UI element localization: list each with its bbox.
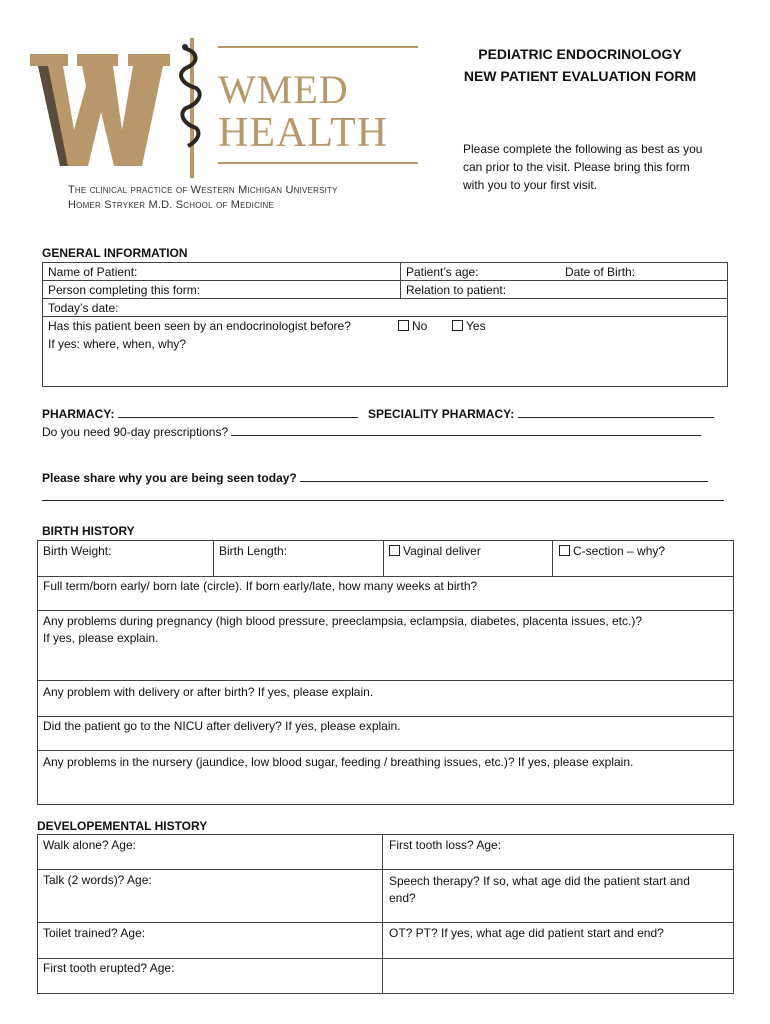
tagline-line2: Homer Stryker M.D. School of Medicine xyxy=(68,199,274,211)
brand-top-rule xyxy=(218,46,418,48)
reason-field[interactable] xyxy=(42,471,708,485)
c-section-label: C-section – why? xyxy=(573,544,666,558)
checkbox-icon[interactable] xyxy=(559,545,570,556)
checkbox-icon[interactable] xyxy=(398,320,409,331)
divider xyxy=(400,262,401,298)
speech-therapy-field[interactable]: Speech therapy? If so, what age did the patient start and end? xyxy=(389,874,690,905)
divider xyxy=(37,750,734,751)
pharmacy-label: PHARMACY: xyxy=(42,407,115,421)
patient-name-field[interactable]: Name of Patient: xyxy=(48,265,138,279)
wmed-w-logo xyxy=(30,46,170,168)
ninety-day-blank[interactable] xyxy=(231,425,701,436)
tagline-line1: The clinical practice of Western Michigan University xyxy=(68,184,338,196)
intro-line3: with you to your first visit. xyxy=(463,178,598,192)
intro-line1: Please complete the following as best as you xyxy=(463,142,703,156)
divider xyxy=(382,834,383,994)
birth-weight-field[interactable]: Birth Weight: xyxy=(43,544,112,558)
divider xyxy=(42,298,728,299)
ot-pt-field[interactable]: OT? PT? If yes, what age did patient start and end? xyxy=(389,926,664,940)
talk-field[interactable]: Talk (2 words)? Age: xyxy=(43,873,152,887)
if-yes-where-field[interactable]: If yes: where, when, why? xyxy=(48,337,187,351)
checkbox-icon[interactable] xyxy=(452,320,463,331)
pharmacy-field[interactable] xyxy=(42,407,358,421)
specialty-pharmacy-blank[interactable] xyxy=(518,407,714,418)
pharmacy-blank[interactable] xyxy=(118,407,358,418)
brand-wmed: WMED xyxy=(218,67,349,112)
divider xyxy=(37,680,734,681)
todays-date-field[interactable]: Today’s date: xyxy=(48,301,119,315)
seen-yes-checkbox[interactable] xyxy=(452,319,486,333)
tooth-loss-field[interactable]: First tooth loss? Age: xyxy=(389,838,502,852)
relation-field[interactable]: Relation to patient: xyxy=(406,283,507,297)
pregnancy-explain: If yes, please explain. xyxy=(43,631,159,645)
pregnancy-problems-field[interactable]: Any problems during pregnancy (high blood pressure, preeclampsia, eclampsia, diabetes, placenta issues, etc.)? xyxy=(43,614,642,628)
patient-age-field[interactable]: Patient’s age: xyxy=(406,265,479,279)
birth-history-heading: BIRTH HISTORY xyxy=(42,524,135,538)
c-section-checkbox[interactable] xyxy=(559,544,665,558)
vaginal-delivery-checkbox[interactable] xyxy=(389,544,481,558)
walk-alone-field[interactable]: Walk alone? Age: xyxy=(43,838,136,852)
checkbox-icon[interactable] xyxy=(389,545,400,556)
brand-health: HEALTH xyxy=(218,110,389,156)
seen-endo-question: Has this patient been seen by an endocrinologist before? xyxy=(48,319,351,333)
reason-label: Please share why you are being seen today? xyxy=(42,471,297,485)
yes-label: Yes xyxy=(466,319,486,333)
divider xyxy=(37,716,734,717)
divider xyxy=(37,869,734,870)
development-heading: DEVELOPEMENTAL HISTORY xyxy=(37,819,208,833)
tooth-erupted-field[interactable]: First tooth erupted? Age: xyxy=(43,961,175,975)
divider xyxy=(42,280,728,281)
nicu-field[interactable]: Did the patient go to the NICU after delivery? If yes, please explain. xyxy=(43,719,401,733)
person-completing-field[interactable]: Person completing this form: xyxy=(48,283,201,297)
intro-text xyxy=(463,140,743,194)
reason-blank[interactable] xyxy=(300,471,708,482)
divider xyxy=(37,576,734,577)
general-info-heading: GENERAL INFORMATION xyxy=(42,246,188,260)
specialty-pharmacy-field[interactable] xyxy=(368,407,714,421)
brand-bottom-rule xyxy=(218,162,418,164)
vaginal-label: Vaginal deliver xyxy=(403,544,481,558)
form-title-line2: NEW PATIENT EVALUATION FORM xyxy=(463,68,697,84)
toilet-trained-field[interactable]: Toilet trained? Age: xyxy=(43,926,146,940)
specialty-pharmacy-label: SPECIALITY PHARMACY: xyxy=(368,407,515,421)
birth-length-field[interactable]: Birth Length: xyxy=(219,544,288,558)
divider xyxy=(42,316,728,317)
dob-field[interactable]: Date of Birth: xyxy=(565,265,636,279)
seen-no-checkbox[interactable] xyxy=(398,319,427,333)
ninety-day-field[interactable] xyxy=(42,425,701,439)
nursery-problems-field[interactable]: Any problems in the nursery (jaundice, low blood sugar, feeding / breathing issues, etc.)? If yes, please explain. xyxy=(43,755,634,769)
divider xyxy=(383,540,384,576)
divider xyxy=(37,958,734,959)
divider xyxy=(37,610,734,611)
staff-of-asclepius-icon xyxy=(178,38,206,178)
ninety-day-label: Do you need 90-day prescriptions? xyxy=(42,425,229,439)
divider xyxy=(213,540,214,576)
divider xyxy=(552,540,553,576)
intro-line2: can prior to the visit. Please bring this form xyxy=(463,160,690,174)
form-title-line1: PEDIATRIC ENDOCRINOLOGY xyxy=(478,46,682,62)
no-label: No xyxy=(412,319,428,333)
divider xyxy=(37,922,734,923)
reason-blank-line2[interactable] xyxy=(42,500,724,501)
delivery-problems-field[interactable]: Any problem with delivery or after birth? If yes, please explain. xyxy=(43,685,374,699)
term-field[interactable]: Full term/born early/ born late (circle). If born early/late, how many weeks at birth? xyxy=(43,579,478,593)
